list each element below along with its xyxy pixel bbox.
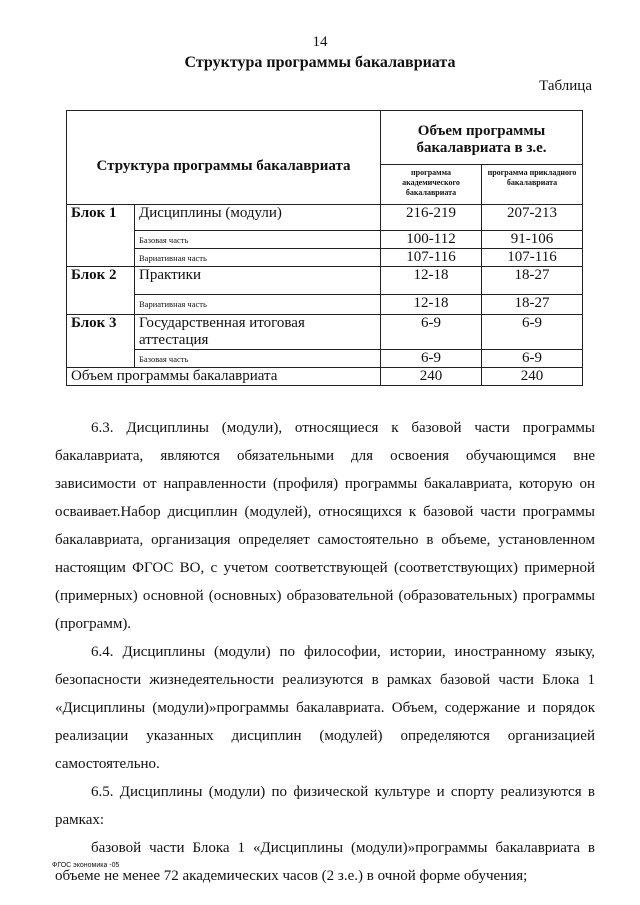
block1-base-label: Базовая часть bbox=[135, 231, 381, 249]
block3-applied: 6-9 bbox=[482, 315, 583, 350]
total-label: Объем программы бакалавриата bbox=[67, 368, 381, 386]
header-volume: Объем программы бакалавриата в з.е. bbox=[381, 111, 583, 165]
block2-var-applied: 18-27 bbox=[482, 295, 583, 315]
paragraph-6-5: 6.5. Дисциплины (модули) по физической культуре и спорту реализуются в рамках: bbox=[55, 784, 595, 828]
block3-base-label: Базовая часть bbox=[135, 350, 381, 368]
header-academic: программа академического бакалавриата bbox=[381, 165, 482, 205]
block1-var-label: Вариативная часть bbox=[135, 249, 381, 267]
paragraph-6-4: 6.4. Дисциплины (модули) по философии, истории, иностранному языку, безопасности жизнедеятельности реализуются в рамках базовой части Блока 1 «Дисциплины (модули)»программы бакалавриата. Объем, содержание и порядок реализации указанных дисциплин (модулей) определяются организацией самостоятельно. bbox=[55, 644, 595, 772]
block3-name: Государственная итоговая аттестация bbox=[135, 315, 381, 350]
total-academic: 240 bbox=[381, 368, 482, 386]
block2-label: Блок 2 bbox=[67, 267, 135, 315]
block3-base-academic: 6-9 bbox=[381, 350, 482, 368]
block1-var-academic: 107-116 bbox=[381, 249, 482, 267]
block1-name: Дисциплины (модули) bbox=[135, 205, 381, 231]
table-label: Таблица bbox=[539, 78, 592, 94]
paragraph-6-3: 6.3. Дисциплины (модули), относящиеся к базовой части программы бакалавриата, являются обязательными для освоения обучающимся вне зависимости от направленности (профиля) программы бакалавриата, которую он осваивает.Набор дисциплин (модулей), относящихся к базовой части программы бакалавриата, организация определяет самостоятельно в объеме, установленном настоящим ФГОС ВО, с учетом соответствующей (соответствующих) примерной (примерных) основной (основных) образовательной (образовательных) программы (программ). bbox=[55, 420, 595, 632]
block3-label: Блок 3 bbox=[67, 315, 135, 368]
total-applied: 240 bbox=[482, 368, 583, 386]
block2-academic: 12-18 bbox=[381, 267, 482, 295]
block2-var-academic: 12-18 bbox=[381, 295, 482, 315]
block3-academic: 6-9 bbox=[381, 315, 482, 350]
footer-note: ФГОС экономика -05 bbox=[52, 862, 120, 869]
block1-base-academic: 100-112 bbox=[381, 231, 482, 249]
block2-applied: 18-27 bbox=[482, 267, 583, 295]
page-number: 14 bbox=[312, 34, 328, 50]
page-title: Структура программы бакалавриата bbox=[184, 54, 456, 71]
header-applied: программа прикладного бакалавриата bbox=[482, 165, 583, 205]
body-text bbox=[55, 414, 595, 890]
program-structure-table bbox=[66, 110, 583, 386]
block1-academic: 216-219 bbox=[381, 205, 482, 231]
block1-base-applied: 91-106 bbox=[482, 231, 583, 249]
block1-label: Блок 1 bbox=[67, 205, 135, 267]
paragraph-6-5-item: базовой части Блока 1 «Дисциплины (модули)»программы бакалавриата в объеме не менее 72 академических часов (2 з.е.) в очной форме обучения; bbox=[55, 840, 595, 884]
block2-var-label: Вариативная часть bbox=[135, 295, 381, 315]
block3-base-applied: 6-9 bbox=[482, 350, 583, 368]
header-structure: Структура программы бакалавриата bbox=[67, 111, 381, 205]
block1-var-applied: 107-116 bbox=[482, 249, 583, 267]
block1-applied: 207-213 bbox=[482, 205, 583, 231]
block2-name: Практики bbox=[135, 267, 381, 295]
